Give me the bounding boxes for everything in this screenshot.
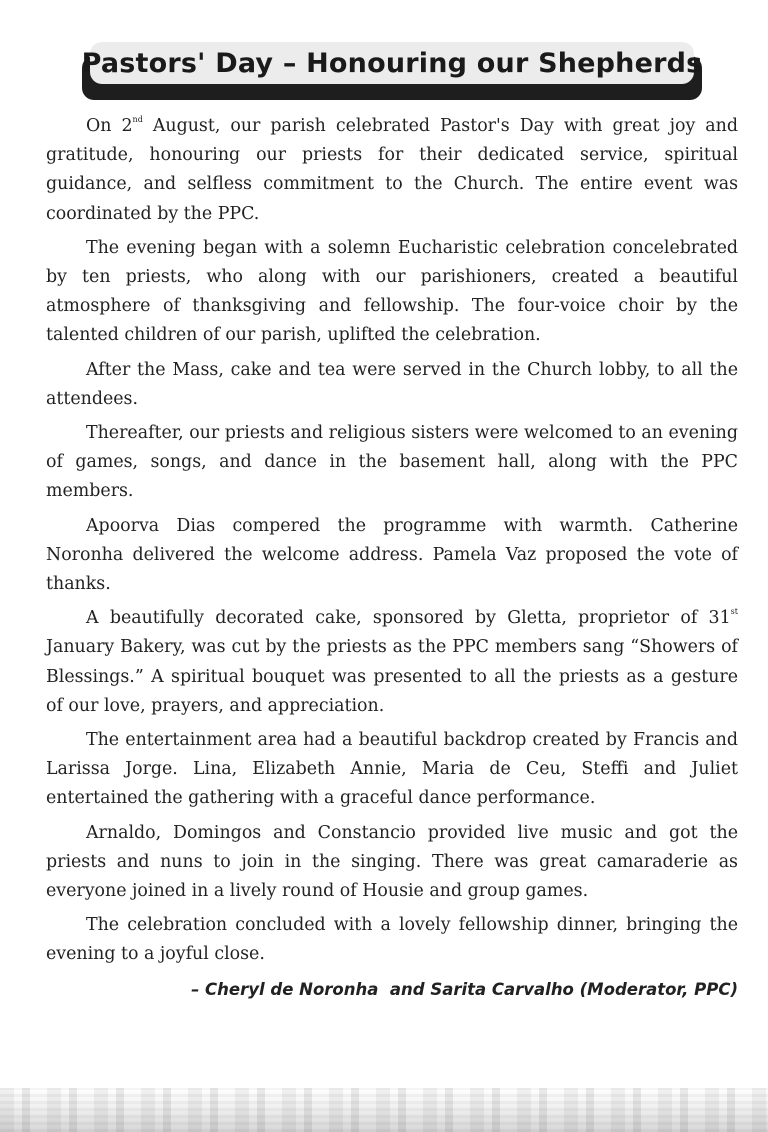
article-paragraph — [46, 911, 738, 969]
paragraph-text: Apoorva Dias compered the programme with warmth. Catherine Noronha delivered the welcome address. Pamela Vaz proposed the vote of thanks. — [46, 515, 738, 595]
article-paragraphs — [46, 112, 738, 970]
article-paragraph — [46, 512, 738, 600]
ordinal-superscript: nd — [132, 115, 143, 124]
ordinal-superscript: st — [730, 607, 738, 617]
paragraph-text: Arnaldo, Domingos and Constancio provided live music and got the priests and nuns to join in the singing. There was great camaraderie as everyone joined in a lively round of Housie and group games. — [46, 822, 738, 902]
title-banner-box — [81, 42, 703, 84]
title-banner — [82, 42, 702, 100]
article-paragraph — [46, 112, 738, 229]
bottom-decorative-strip — [0, 1088, 768, 1132]
paragraph-text: The entertainment area had a beautiful backdrop created by Francis and Larissa Jorge. Lina, Elizabeth Annie, Maria de Ceu, Steffi and Juliet entertained the gathering with a graceful dance performance. — [46, 730, 738, 809]
paragraph-text: After the Mass, cake and tea were served in the Church lobby, to all the attendees. — [46, 359, 738, 409]
article-paragraph — [46, 234, 738, 351]
paragraph-text: A beautifully decorated cake, sponsored by Gletta, proprietor of 31 — [86, 608, 731, 629]
article-body — [46, 112, 738, 1004]
paragraph-text: On 2 — [86, 116, 133, 136]
article-paragraph — [46, 604, 738, 721]
article-paragraph — [46, 356, 738, 414]
article-paragraph — [46, 419, 738, 507]
paragraph-text: August, our parish celebrated Pastor's Day with great joy and gratitude, honouring our priests for their dedicated service, spiritual guidance, and selfless commitment to the Church. The entire event was coordinated by the PPC. — [46, 116, 738, 224]
paragraph-text: Thereafter, our priests and religious sisters were welcomed to an evening of games, songs, and dance in the basement hall, along with the PPC members. — [46, 423, 738, 502]
article-paragraph — [46, 726, 738, 814]
paragraph-text: The evening began with a solemn Eucharistic celebration concelebrated by ten priests, who along with our parishioners, created a beautiful atmosphere of thanksgiving and fellowship. The four-voice choir by the talented children of our parish, uplifted the celebration. — [46, 237, 738, 346]
page-title: Pastors' Day – Honouring our Shepherds — [81, 47, 703, 79]
article-signature: – Cheryl de Noronha and Sarita Carvalho (Moderator, PPC) — [191, 979, 738, 999]
paragraph-text: The celebration concluded with a lovely fellowship dinner, bringing the evening to a joyful close. — [46, 915, 738, 965]
article-paragraph — [46, 819, 738, 907]
paragraph-text: January Bakery, was cut by the priests as the PPC members sang “Showers of Blessings.” A spiritual bouquet was presented to all the priests as a gesture of our love, prayers, and appreciation. — [46, 637, 738, 716]
